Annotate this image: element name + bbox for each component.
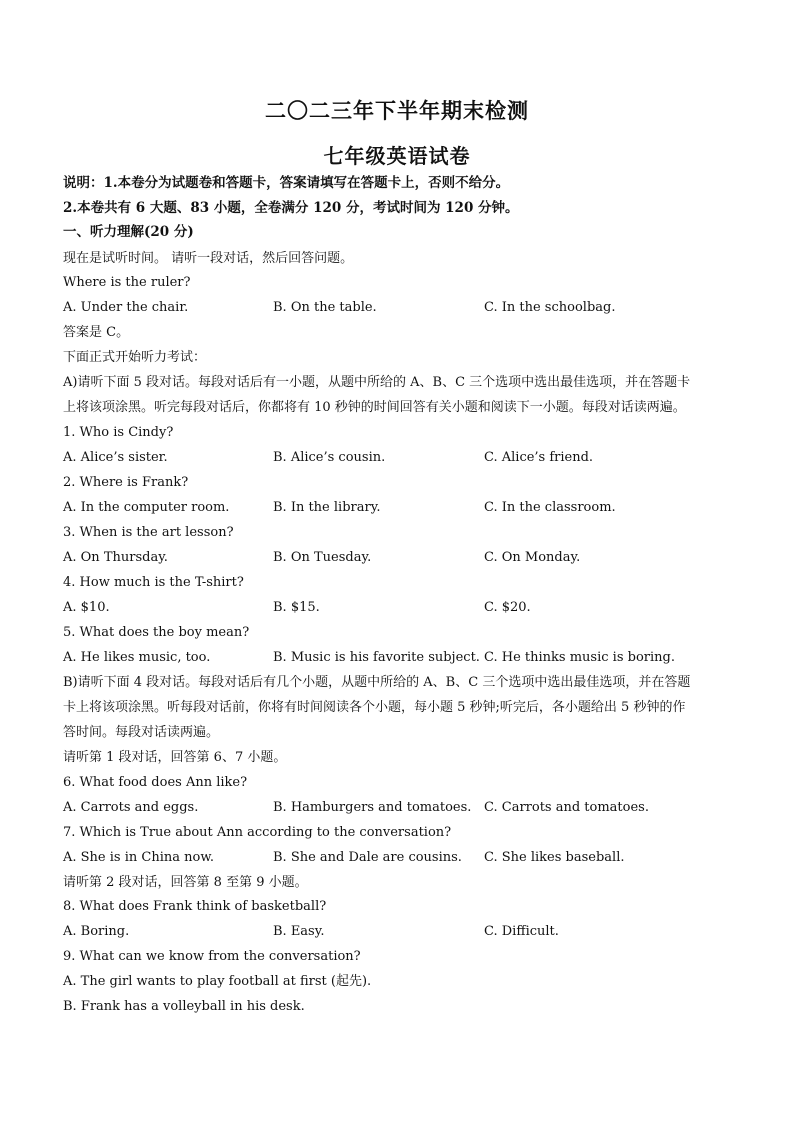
question-text: 5. What does the boy mean? [63,625,250,640]
option-b: B. $15. [273,600,320,615]
option-c: C. Alice’s friend. [484,450,594,465]
option-a: A. Under the chair. [63,300,189,315]
question-options [0,649,794,666]
question-options [0,549,794,566]
part-b-instructions-2: 卡上将该项涂黑。听每段对话前，你将有时间阅读各个小题，每小题 5 秒钟;听完后，各小题给出 5 秒钟的作 [63,700,686,715]
option-c: C. She likes baseball. [484,850,625,865]
section-heading-listening: 一、听力理解(20 分) [63,224,194,240]
option-a: A. He likes music, too. [63,650,211,665]
option-a: A. $10. [63,600,110,615]
option-a: A. The girl wants to play football at first (起先). [63,974,372,989]
option-b: B. Music is his favorite subject. [273,650,480,665]
question-text: 4. How much is the T-shirt? [63,575,244,590]
option-c: C. In the classroom. [484,500,616,515]
question-options [0,599,794,616]
option-b: B. Hamburgers and tomatoes. [273,800,472,815]
sample-question: Where is the ruler? [63,275,191,290]
start-notice: 下面正式开始听力考试： [63,350,207,365]
instructions-note-1: 说明：1.本卷分为试题卷和答题卡，答案请填写在答题卡上，否则不给分。 [63,175,510,191]
option-a: A. On Thursday. [63,550,168,565]
question-options [0,799,794,816]
part-b-instructions-3: 答时间。每段对话读两遍。 [63,725,220,740]
option-a: A. Alice’s sister. [63,450,168,465]
option-c: C. Carrots and tomatoes. [484,800,649,815]
option-b: B. She and Dale are cousins. [273,850,462,865]
part-b-instructions-1: B)请听下面 4 段对话。每段对话后有几个小题，从题中所给的 A、B、C 三个选项中选出最佳选项，并在答题 [63,675,691,690]
sample-options [0,299,794,316]
question-options [0,923,794,940]
exam-title: 二〇二三年下半年期末检测 [265,98,529,123]
option-b: B. Frank has a volleyball in his desk. [63,999,305,1014]
option-c: C. On Monday. [484,550,581,565]
question-text: 7. Which is True about Ann according to the conversation? [63,825,452,840]
question-text: 2. Where is Frank? [63,475,189,490]
question-text: 6. What food does Ann like? [63,775,248,790]
sample-answer: 答案是 C。 [63,325,130,340]
exam-subtitle: 七年级英语试卷 [323,144,471,168]
option-b: B. In the library. [273,500,381,515]
option-a: A. She is in China now. [63,850,215,865]
option-c: C. In the schoolbag. [484,300,616,315]
instructions-note-2: 2.本卷共有 6 大题、83 小题，全卷满分 120 分，考试时间为 120 分钟。 [63,200,519,216]
part-a-instructions-1: A)请听下面 5 段对话。每段对话后有一小题，从题中所给的 A、B、C 三个选项中选出最佳选项，并在答题卡 [63,375,691,390]
part-a-instructions-2: 上将该项涂黑。听完每段对话后，你都将有 10 秒钟的时间回答有关小题和阅读下一小题。每段对话读两遍。 [63,400,686,415]
option-a: A. Carrots and eggs. [63,800,199,815]
dialog-1-note: 请听第 1 段对话，回答第 6、7 小题。 [63,750,287,765]
option-a: A. In the computer room. [63,500,230,515]
option-b: B. Easy. [273,924,325,939]
option-c: C. $20. [484,600,531,615]
sample-intro: 现在是试听时间。 请听一段对话，然后回答问题。 [63,251,354,266]
question-options [0,849,794,866]
question-text: 8. What does Frank think of basketball? [63,899,327,914]
dialog-2-note: 请听第 2 段对话，回答第 8 至第 9 小题。 [63,875,308,890]
option-c: C. Difficult. [484,924,559,939]
question-text: 1. Who is Cindy? [63,425,174,440]
question-text: 9. What can we know from the conversation? [63,949,361,964]
option-b: B. On Tuesday. [273,550,372,565]
question-options [0,449,794,466]
option-b: B. Alice’s cousin. [273,450,386,465]
option-a: A. Boring. [63,924,130,939]
question-text: 3. When is the art lesson? [63,525,234,540]
question-options [0,499,794,516]
option-c: C. He thinks music is boring. [484,650,675,665]
option-b: B. On the table. [273,300,377,315]
